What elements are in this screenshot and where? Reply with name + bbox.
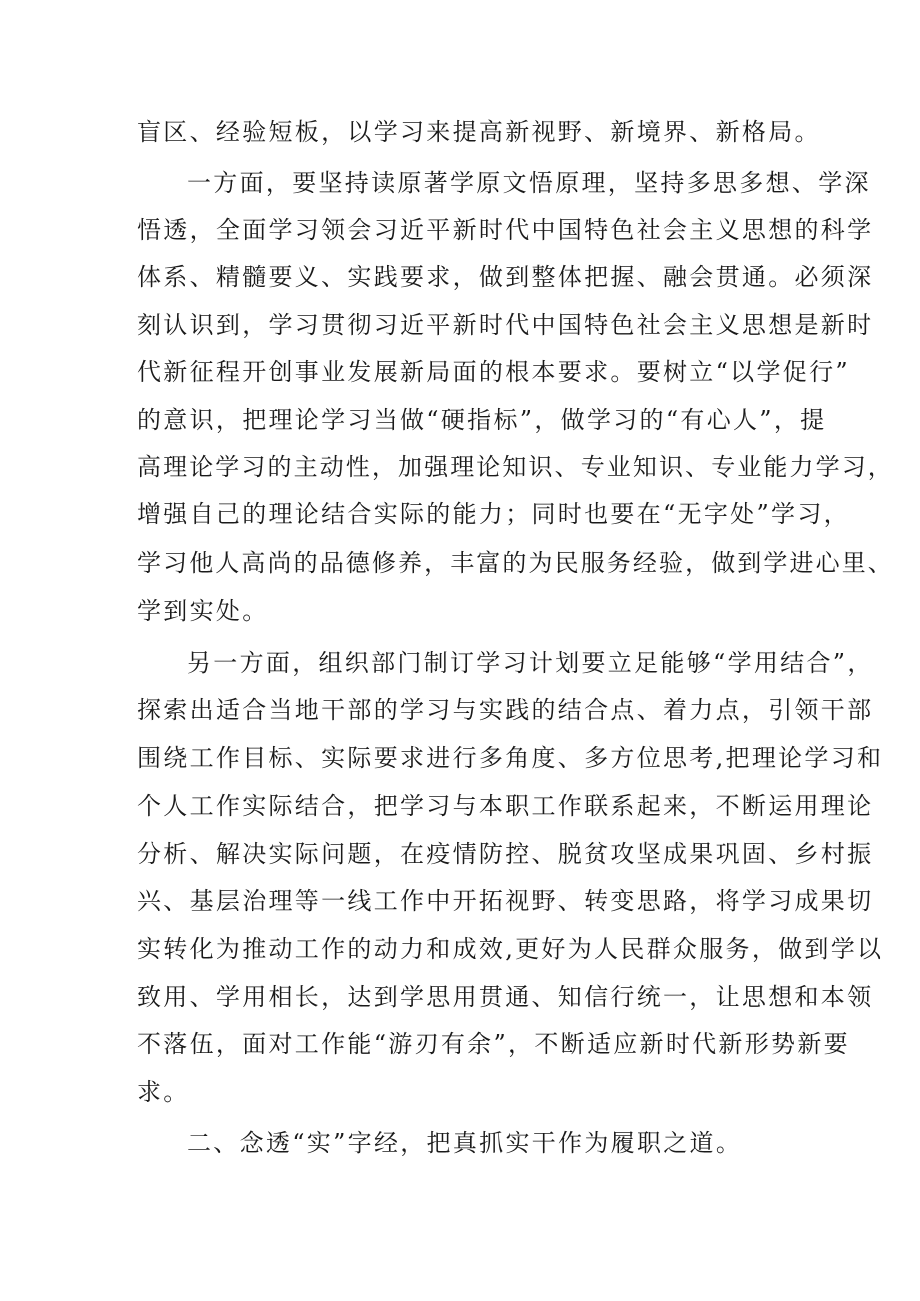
text-line: 代新征程开创事业发展新局面的根本要求。要树立“以学促行” xyxy=(137,358,850,386)
text-line: 求。 xyxy=(137,1078,190,1106)
text-line: 探索出适合当地干部的学习与实践的结合点、着力点，引领干部 xyxy=(137,696,874,724)
text-line: 致用、学用相长，达到学思用贯通、知信行统一，让思想和本领 xyxy=(137,983,874,1011)
text-line: 分析、解决实际问题，在疫情防控、脱贫攻坚成果巩固、乡村振 xyxy=(137,840,874,868)
text-line: 增强自己的理论结合实际的能力；同时也要在“无字处”学习， xyxy=(137,500,850,528)
text-line: 的意识，把理论学习当做“硬指标”，做学习的“有心人”，提 xyxy=(137,406,827,434)
text-line: 实转化为推动工作的动力和成效,更好为人民群众服务，做到学以 xyxy=(137,935,884,963)
text-line: 高理论学习的主动性，加强理论知识、专业知识、专业能力学习， xyxy=(137,453,894,481)
section-heading: 二、念透“实”字经，把真抓实干作为履职之道。 xyxy=(187,1129,743,1157)
text-line: 盲区、经验短板，以学习来提高新视野、新境界、新格局。 xyxy=(137,118,821,146)
text-line: 学到实处。 xyxy=(137,597,269,625)
text-line: 不落伍，面对工作能“游刃有余”，不断适应新时代新形势新要 xyxy=(137,1030,850,1058)
text-line: 刻认识到，学习贯彻习近平新时代中国特色社会主义思想是新时 xyxy=(137,311,874,339)
text-line: 另一方面，组织部门制订学习计划要立足能够“学用结合”， xyxy=(187,649,874,677)
text-line: 个人工作实际结合，把学习与本职工作联系起来，不断运用理论 xyxy=(137,792,874,820)
text-line: 兴、基层治理等一线工作中开拓视野、转变思路，将学习成果切 xyxy=(137,887,874,915)
text-line: 悟透，全面学习领会习近平新时代中国特色社会主义思想的科学 xyxy=(137,216,874,244)
text-line: 学习他人高尚的品德修养，丰富的为民服务经验，做到学进心里、 xyxy=(137,549,894,577)
text-line: 围绕工作目标、实际要求进行多角度、多方位思考,把理论学习和 xyxy=(137,744,884,772)
text-line: 体系、精髓要义、实践要求，做到整体把握、融会贯通。必须深 xyxy=(137,263,874,291)
text-line: 一方面，要坚持读原著学原文悟原理，坚持多思多想、学深 xyxy=(187,169,871,197)
